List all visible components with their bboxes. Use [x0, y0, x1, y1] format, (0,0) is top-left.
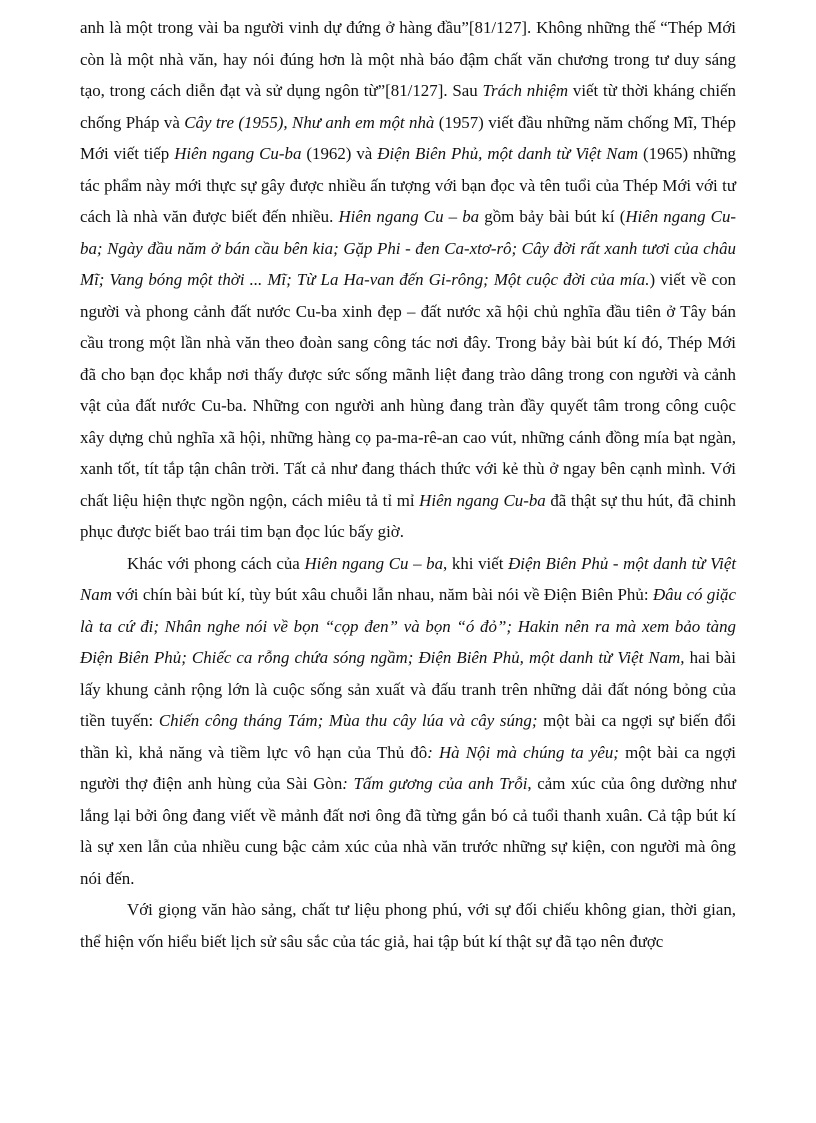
- text-run: (1965) những tác phẩm này mới thực sự gây được nhiều ấn tượng với bạn đọc và tên tuổi của Thép Mới với tư cách là nhà văn được biết đến nhiều.: [80, 144, 736, 226]
- paragraph-3: [80, 894, 736, 957]
- text-run: đã thật sự thu hút, đã chinh phục được biết bao trái tim bạn đọc lúc bấy giờ.: [80, 490, 736, 541]
- document-page: [80, 12, 736, 957]
- text-run: (1957) viết đầu những năm chống Mĩ, Thép Mới viết tiếp: [80, 112, 736, 163]
- text-run: viết từ thời kháng chiến chống Pháp và: [80, 81, 736, 132]
- text-run: Với giọng văn hào sảng, chất tư liệu phong phú, với sự đối chiếu không gian, thời gian, thể hiện vốn hiểu biết lịch sử sâu sắc của tác giả, hai tập bút kí thật sự đã tạo nên được: [80, 900, 736, 951]
- text-run: với chín bài bút kí, tùy bút xâu chuỗi lẫn nhau, năm bài nói về Điện Biên Phủ:: [111, 585, 653, 604]
- paragraph-1: [80, 12, 736, 548]
- text-run: , khi viết: [443, 553, 509, 573]
- italic-title-run: : Tấm gương của anh Trỗi: [342, 774, 528, 793]
- text-run: (1962) và: [301, 144, 378, 163]
- text-run: gồm bảy bài bút kí (: [479, 207, 626, 226]
- italic-title-run: Hiên ngang Cu-ba: [174, 144, 302, 163]
- text-run: Khác với phong cách của: [127, 553, 305, 573]
- italic-title-run: Hiên ngang Cu – ba: [304, 553, 444, 573]
- text-run: anh là một trong vài ba người vinh dự đứng ở hàng đầu”[81/127]. Không những thế “Thép Mới còn là một nhà văn, hay nói đúng hơn là một nhà báo đậm chất văn chương trong tư duy sáng tạo, trong cách diễn đạt và sử dụng ngôn từ”[81/127]. Sau: [80, 18, 736, 100]
- text-run: , cảm xúc của ông dường như lắng lại bởi ông đang viết về mảnh đất nơi ông đã từng gắn bó cả tuổi thanh xuân. Cả tập bút kí là sự xen lẫn của nhiều cung bậc cảm xúc của nhà văn trước những sự kiện, con người mà ông nói đến.: [80, 774, 736, 888]
- text-run: hai bài lấy khung cảnh rộng lớn là cuộc sống sản xuất và đấu tranh trên những dải đất nóng bỏng của tiền tuyến:: [80, 648, 736, 730]
- italic-title-run: Đâu có giặc là ta cứ đi; Nhân nghe nói về bọn “cọp đen” và bọn “ó đỏ”; Hakin nên ra mà xem bảo tàng Điện Biên Phủ; Chiếc ca rỗng chứa sóng ngầm; Điện Biên Phủ, một danh từ Việt Nam,: [80, 585, 737, 667]
- italic-title-run: Điện Biên Phủ, một danh từ Việt Nam: [377, 144, 639, 163]
- text-run: một bài ca ngợi sự biến đổi thần kì, khả năng và tiềm lực vô hạn của Thủ đô: [80, 711, 736, 762]
- italic-title-run: Hiên ngang Cu – ba: [338, 207, 480, 226]
- italic-title-run: Hiên ngang Cu-ba; Ngày đầu năm ở bán cầu bên kia; Gặp Phi - đen Ca-xtơ-rô; Cây đời rất xanh tươi của châu Mĩ; Vang bóng một thời ... Mĩ; Từ La Ha-van đến Gi-rông; Một cuộc đời của mía.: [80, 207, 737, 289]
- italic-title-run: Hiên ngang Cu-ba: [419, 490, 546, 510]
- italic-title-run: Cây tre (1955), Như anh em một nhà: [184, 112, 435, 132]
- italic-title-run: Chiến công tháng Tám; Mùa thu cây lúa và cây súng;: [158, 711, 538, 730]
- italic-title-run: Trách nhiệm: [482, 81, 569, 100]
- italic-title-run: : Hà Nội mà chúng ta yêu;: [427, 742, 619, 762]
- paragraph-2: [80, 548, 736, 895]
- italic-title-run: Điện Biên Phủ - một danh từ Việt Nam: [80, 553, 737, 604]
- text-run: ) viết về con người và phong cảnh đất nước Cu-ba xinh đẹp – đất nước xã hội chủ nghĩa đầu tiên ở Tây bán cầu trong một lần nhà văn theo đoàn sang công tác nơi đây. Trong bảy bài bút kí đó, Thép Mới đã cho bạn đọc khắp nơi thấy được sức sống mãnh liệt đang trào dâng trong con người và cảnh vật của đất nước Cu-ba. Những con người anh hùng đang tràn đầy quyết tâm trong công cuộc xây dựng chủ nghĩa xã hội, những hàng cọ pa-ma-rê-an cao vút, những cánh đồng mía bạt ngàn, xanh tốt, tít tắp tận chân trời. Tất cả như đang thách thức với kẻ thù ở ngay bên cạnh mình. Với chất liệu hiện thực ngồn ngộn, cách miêu tả tỉ mỉ: [80, 270, 737, 510]
- text-run: một bài ca ngợi người thợ điện anh hùng của Sài Gòn: [80, 742, 736, 793]
